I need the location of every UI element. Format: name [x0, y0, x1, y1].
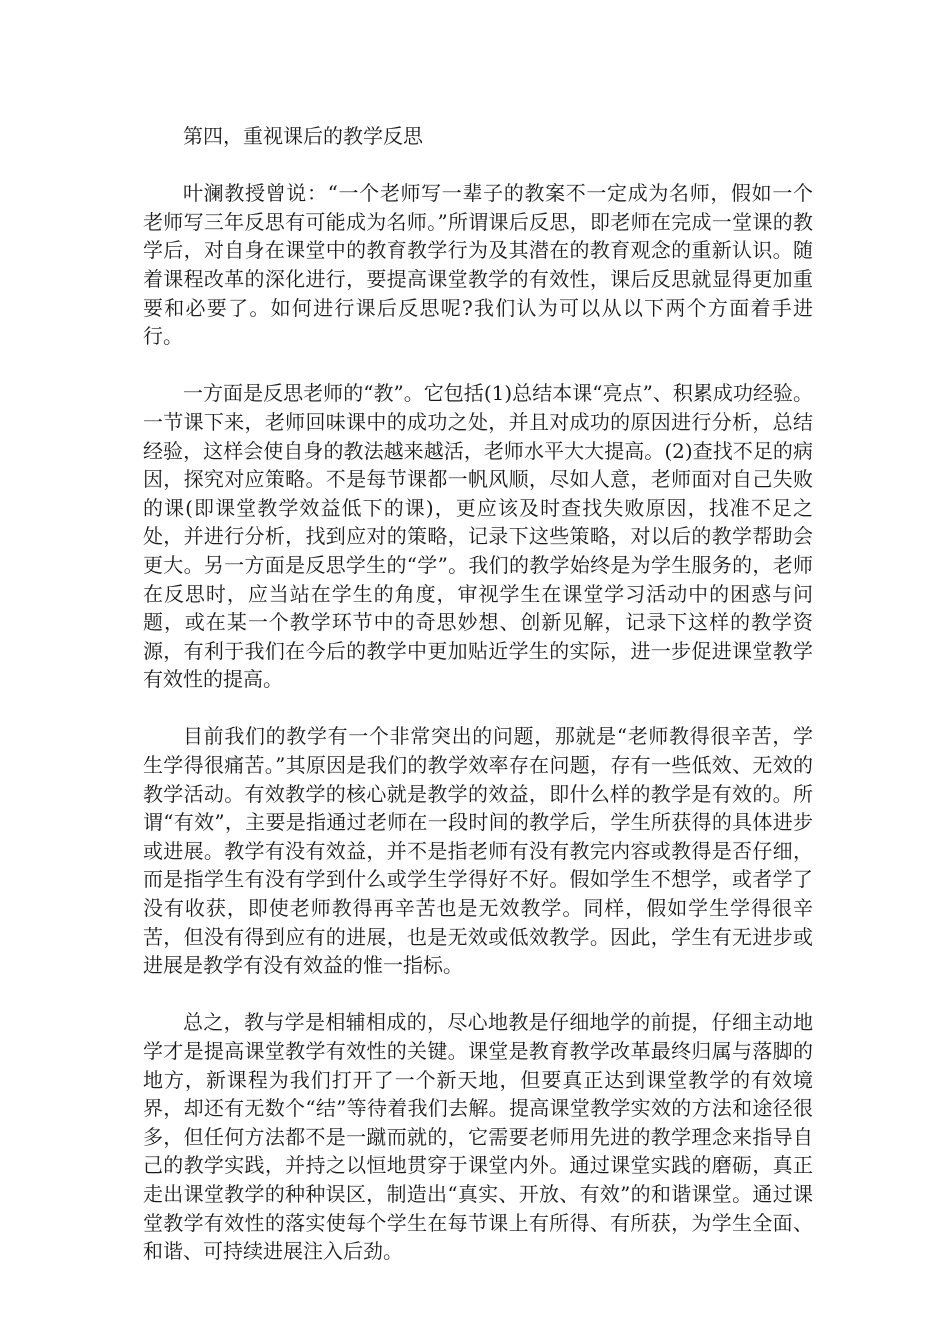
- paragraph-4: 总之，教与学是相辅相成的，尽心地教是仔细地学的前提，仔细主动地学才是提高课堂教学有效性的关键。课堂是教育教学改革最终归属与落脚的地方，新课程为我们打开了一个新天地，但要真正达到课堂教学的有效境界，却还有无数个“结”等待着我们去解。提高课堂教学实效的方法和途径很多，但任何方法都不是一蹴而就的，它需要老师用先进的教学理念来指导自己的教学实践，并持之以恒地贯穿于课堂内外。通过课堂实践的磨砺，真正走出课堂教学的种种误区，制造出“真实、开放、有效”的和谐课堂。通过课堂教学有效性的落实使每个学生在每节课上有所得、有所获，为学生全面、和谐、可持续进展注入后劲。: [143, 1010, 813, 1264]
- paragraph-2: 一方面是反思老师的“教”。它包括(1)总结本课“亮点”、积累成功经验。一节课下来，老师回味课中的成功之处，并且对成功的原因进行分析，总结经验，这样会使自身的教法越来越活，老师水平大大提高。(2)查找不足的病因，探究对应策略。不是每节课都一帆风顺，尽如人意，老师面对自己失败的课(即课堂教学效益低下的课)，更应该及时查找失败原因，找准不足之处，并进行分析，找到应对的策略，记录下这些策略，对以后的教学帮助会更大。另一方面是反思学生的“学”。我们的教学始终是为学生服务的，老师在反思时，应当站在学生的角度，审视学生在课堂学习活动中的困惑与问题，或在某一个教学环节中的奇思妙想、创新见解，记录下这样的教学资源，有利于我们在今后的教学中更加贴近学生的实际，进一步促进课堂教学有效性的提高。: [143, 381, 813, 692]
- section-heading: 第四，重视课后的教学反思: [183, 124, 423, 148]
- document-page: [143, 122, 813, 1266]
- paragraph-1: 叶澜教授曾说：“一个老师写一辈子的教案不一定成为名师，假如一个老师写三年反思有可能成为名师。”所谓课后反思，即老师在完成一堂课的教学后，对自身在课堂中的教育教学行为及其潜在的教育观念的重新认识。随着课程改革的深化进行，要提高课堂教学的有效性，课后反思就显得更加重要和必要了。如何进行课后反思呢?我们认为可以从以下两个方面着手进行。: [143, 181, 813, 349]
- paragraph-3: 目前我们的教学有一个非常突出的问题，那就是“老师教得很辛苦，学生学得很痛苦。”其原因是我们的教学效率存在问题，存有一些低效、无效的教学活动。有效教学的核心就是教学的效益，即什么样的教学是有效的。所谓“有效”，主要是指通过老师在一段时间的教学后，学生所获得的具体进步或进展。教学有没有效益，并不是指老师有没有教完内容或教得是否仔细，而是指学生有没有学到什么或学生学得好不好。假如学生不想学，或者学了没有收获，即使老师教得再辛苦也是无效教学。同样，假如学生学得很辛苦，但没有得到应有的进展，也是无效或低效教学。因此，学生有无进步或进展是教学有没有效益的惟一指标。: [143, 724, 813, 978]
